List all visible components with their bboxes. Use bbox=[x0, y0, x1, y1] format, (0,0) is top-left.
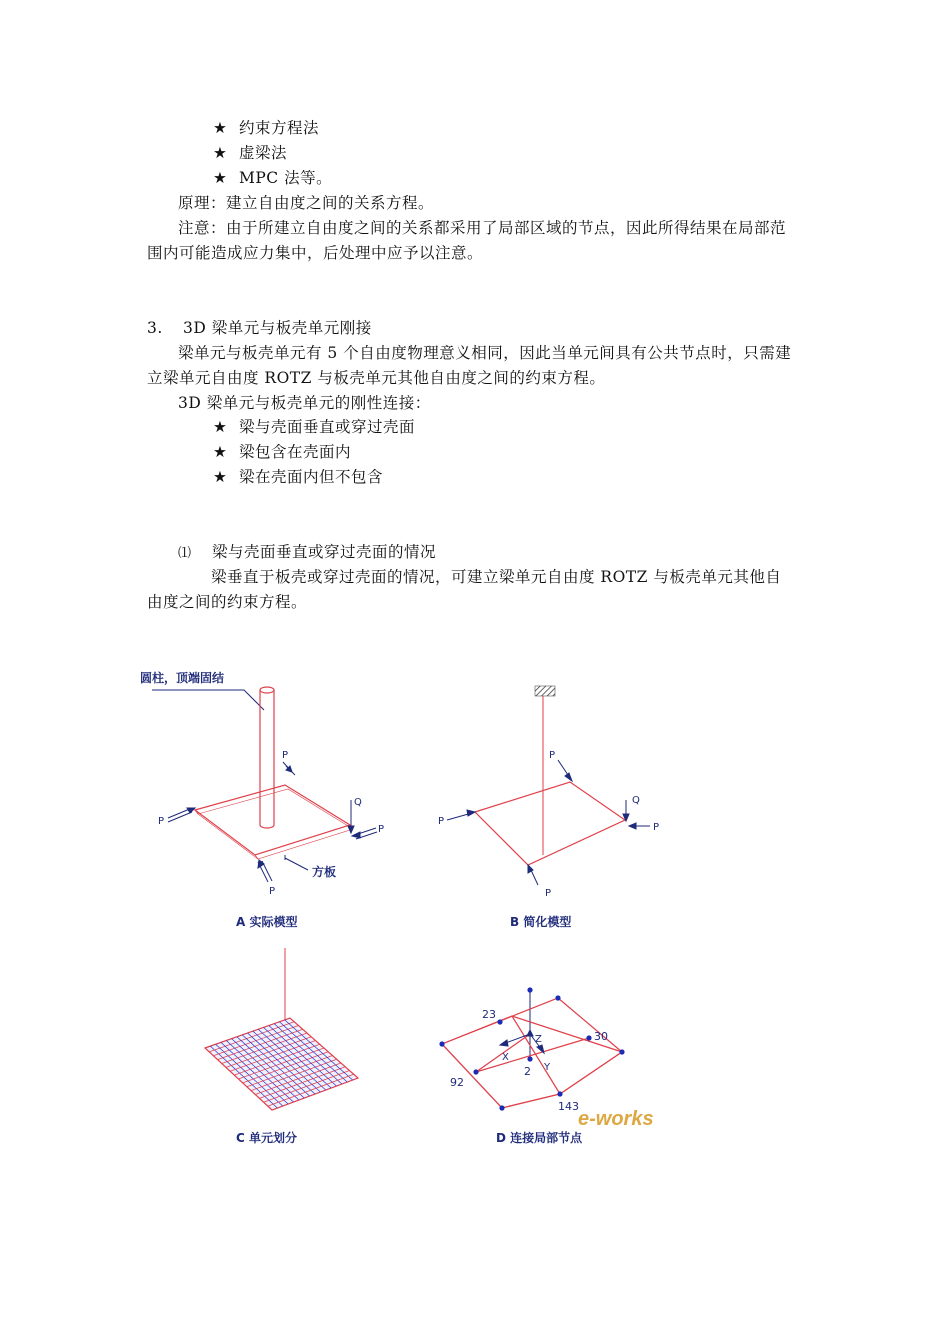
load-label-p: P bbox=[282, 750, 289, 761]
subsection-number: ⑴ bbox=[178, 546, 192, 561]
watermark-logo: e-works bbox=[578, 1108, 654, 1130]
star-icon: ★ bbox=[213, 468, 228, 486]
section-number: 3. bbox=[147, 319, 163, 337]
load-label-p: P bbox=[549, 750, 556, 761]
note-text-line1: 注意：由于所建立自由度之间的关系都采用了局部区域的节点，因此所得结果在局部范 bbox=[178, 219, 787, 237]
section-heading bbox=[147, 318, 372, 338]
load-label-p: P bbox=[438, 816, 445, 827]
subsection-heading bbox=[178, 542, 436, 564]
list-item: ★ 梁与壳面垂直或穿过壳面 bbox=[213, 418, 416, 436]
star-icon: ★ bbox=[213, 119, 228, 137]
caption-a: A 实际模型 bbox=[236, 915, 298, 929]
fixed-support-icon bbox=[535, 686, 555, 696]
principle-text: 原理：建立自由度之间的关系方程。 bbox=[178, 194, 435, 212]
list-item: ★ 梁在壳面内但不包含 bbox=[213, 468, 384, 486]
list-item: ★ 约束方程法 bbox=[213, 119, 320, 137]
load-label-q: Q bbox=[632, 795, 640, 806]
caption-c: C 单元划分 bbox=[236, 1131, 297, 1145]
list-item: ★ 梁包含在壳面内 bbox=[213, 443, 352, 461]
star-icon: ★ bbox=[213, 443, 228, 461]
load-label-p: P bbox=[378, 824, 385, 835]
caption-b: B 简化模型 bbox=[510, 915, 572, 929]
callout-plate-label: 方板 bbox=[312, 865, 337, 879]
beam-shell-figure bbox=[140, 650, 680, 1150]
star-icon: ★ bbox=[213, 169, 228, 187]
subsection-title: 梁与壳面垂直或穿过壳面的情况 bbox=[212, 543, 437, 561]
callout-cylinder-label: 圆柱，顶端固结 bbox=[140, 671, 225, 685]
panel-d-local-nodes bbox=[439, 987, 653, 1145]
section-para-line2: 立梁单元自由度 ROTZ 与板壳单元其他自由度之间的约束方程。 bbox=[147, 369, 606, 387]
load-label-p: P bbox=[269, 886, 276, 897]
caption-d: D 连接局部节点 bbox=[496, 1131, 583, 1145]
subsection-para-line1: 梁垂直于板壳或穿过壳面的情况，可建立梁单元自由度 ROTZ 与板壳单元其他自 bbox=[211, 568, 782, 586]
subsection-para-line2: 由度之间的约束方程。 bbox=[147, 593, 308, 611]
node-label: 92 bbox=[450, 1076, 464, 1089]
node-label: 23 bbox=[482, 1008, 496, 1021]
section-intro: 3D 梁单元与板壳单元的刚性连接： bbox=[178, 394, 431, 412]
plate-shape bbox=[195, 785, 350, 855]
list-item: ★ 虚梁法 bbox=[213, 144, 288, 162]
list-item: ★ MPC 法等。 bbox=[213, 169, 333, 187]
axis-label-z: Z bbox=[535, 1034, 542, 1045]
panel-b-simplified-model bbox=[438, 686, 659, 929]
section-para-line1: 梁单元与板壳单元有 5 个自由度物理意义相同，因此当单元间具有公共节点时，只需建 bbox=[178, 344, 792, 362]
node-label: 143 bbox=[558, 1100, 579, 1113]
load-label-p: P bbox=[545, 888, 552, 899]
load-label-p: P bbox=[653, 822, 660, 833]
star-icon: ★ bbox=[213, 418, 228, 436]
load-label-p: P bbox=[158, 816, 165, 827]
panel-c-mesh bbox=[205, 948, 358, 1145]
section-title: 3D 梁单元与板壳单元刚接 bbox=[183, 319, 372, 337]
axis-label-y: Y bbox=[544, 1062, 551, 1073]
note-text-line2: 围内可能造成应力集中，后处理中应予以注意。 bbox=[147, 244, 484, 262]
node-label: 2 bbox=[524, 1065, 531, 1078]
panel-a-actual-model bbox=[140, 670, 384, 929]
star-icon: ★ bbox=[213, 144, 228, 162]
node-label: 30 bbox=[594, 1030, 608, 1043]
axis-label-x: X bbox=[502, 1052, 509, 1063]
load-label-q: Q bbox=[354, 797, 362, 808]
